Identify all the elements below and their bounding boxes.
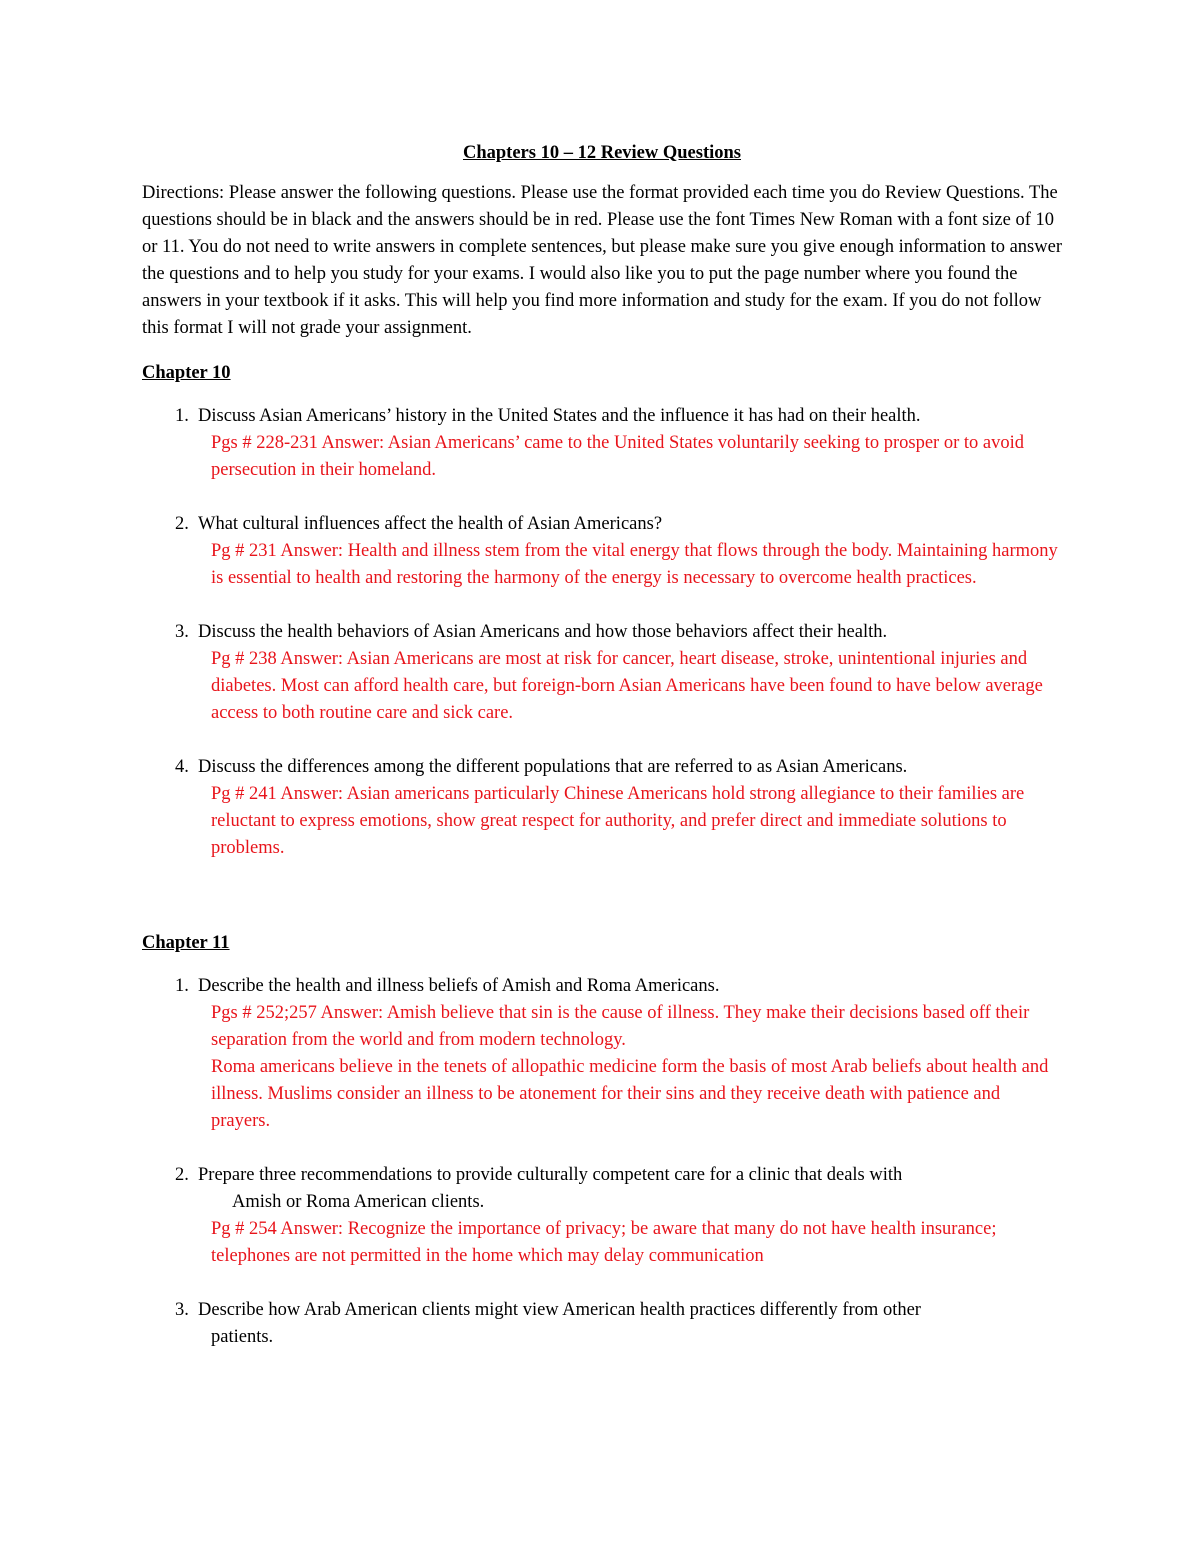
chapter-10-question-4	[142, 754, 1062, 862]
chapter-11-section	[142, 930, 1062, 1351]
answer-text: Pg # 254 Answer: Recognize the importance of privacy; be aware that many do not have health insurance; telephones are not permitted in the home which may delay communication	[211, 1219, 997, 1266]
answer-text: Pgs # 228-231 Answer: Asian Americans’ came to the United States voluntarily seeking to prosper or to avoid persecution in their homeland.	[211, 433, 1024, 480]
chapter-10-question-list	[142, 403, 1062, 862]
answer-text: Pg # 241 Answer: Asian americans particularly Chinese Americans hold strong allegiance to their families are reluctant to express emotions, show great respect for authority, and prefer direct and immediate solutions to problems.	[211, 784, 1025, 858]
question-text: Discuss the health behaviors of Asian Americans and how those behaviors affect their health.	[198, 622, 888, 642]
chapter-10-question-1	[142, 403, 1062, 484]
document-page	[142, 140, 1062, 1378]
chapter-10-question-3	[142, 619, 1062, 727]
answer-text: Pgs # 252;257 Answer: Amish believe that sin is the cause of illness. They make their decisions based off their separation from the world and from modern technology.	[211, 1003, 1030, 1050]
chapter-11-heading: Chapter 11	[142, 933, 230, 953]
question-number: 3.	[175, 1300, 189, 1320]
chapter-11-question-2	[142, 1162, 1062, 1270]
question-number: 2.	[175, 1165, 189, 1185]
question-text: Discuss the differences among the different populations that are referred to as Asian Americans.	[198, 757, 908, 777]
question-number: 1.	[175, 976, 189, 996]
chapter-10-question-2	[142, 511, 1062, 592]
question-number: 1.	[175, 406, 189, 426]
question-number: 3.	[175, 622, 189, 642]
question-text-continuation: patients.	[211, 1327, 274, 1347]
chapter-11-question-3	[142, 1297, 1062, 1351]
question-text: What cultural influences affect the health of Asian Americans?	[198, 514, 663, 534]
chapter-10-section	[142, 360, 1062, 862]
answer-text: Pg # 231 Answer: Health and illness stem from the vital energy that flows through the body. Maintaining harmony is essential to health and restoring the harmony of the energy is necessary to overcome health practices.	[211, 541, 1058, 588]
question-text: Prepare three recommendations to provide culturally competent care for a clinic that deals with	[198, 1165, 903, 1185]
answer-text: Pg # 238 Answer: Asian Americans are most at risk for cancer, heart disease, stroke, unintentional injuries and diabetes. Most can afford health care, but foreign-born Asian Americans have been found to have below average access to both routine care and sick care.	[211, 649, 1043, 723]
document-title: Chapters 10 – 12 Review Questions	[462, 143, 741, 163]
chapter-10-heading: Chapter 10	[142, 363, 231, 383]
question-text: Describe the health and illness beliefs of Amish and Roma Americans.	[198, 976, 720, 996]
question-text: Discuss Asian Americans’ history in the United States and the influence it has had on their health.	[198, 406, 921, 426]
answer-text-extra: Roma americans believe in the tenets of allopathic medicine form the basis of most Arab beliefs about health and illness. Muslims consider an illness to be atonement for their sins and they receive death with patience and prayers.	[211, 1057, 1049, 1131]
directions-paragraph: Directions: Please answer the following questions. Please use the format provided each time you do Review Questions. The questions should be in black and the answers should be in red. Please use the font Times New Roman with a font size of 10 or 11. You do not need to write answers in complete sentences, but please make sure you give enough information to answer the questions and to help you study for your exams. I would also like you to put the page number where you found the answers in your textbook if it asks. This will help you find more information and study for the exam. If you do not follow this format I will not grade your assignment.	[142, 183, 1062, 338]
question-number: 2.	[175, 514, 189, 534]
question-number: 4.	[175, 757, 189, 777]
question-text: Describe how Arab American clients might view American health practices differently from other	[198, 1300, 921, 1320]
chapter-11-question-1	[142, 973, 1062, 1135]
chapter-11-question-list	[142, 973, 1062, 1351]
question-text-continuation: Amish or Roma American clients.	[232, 1192, 485, 1212]
